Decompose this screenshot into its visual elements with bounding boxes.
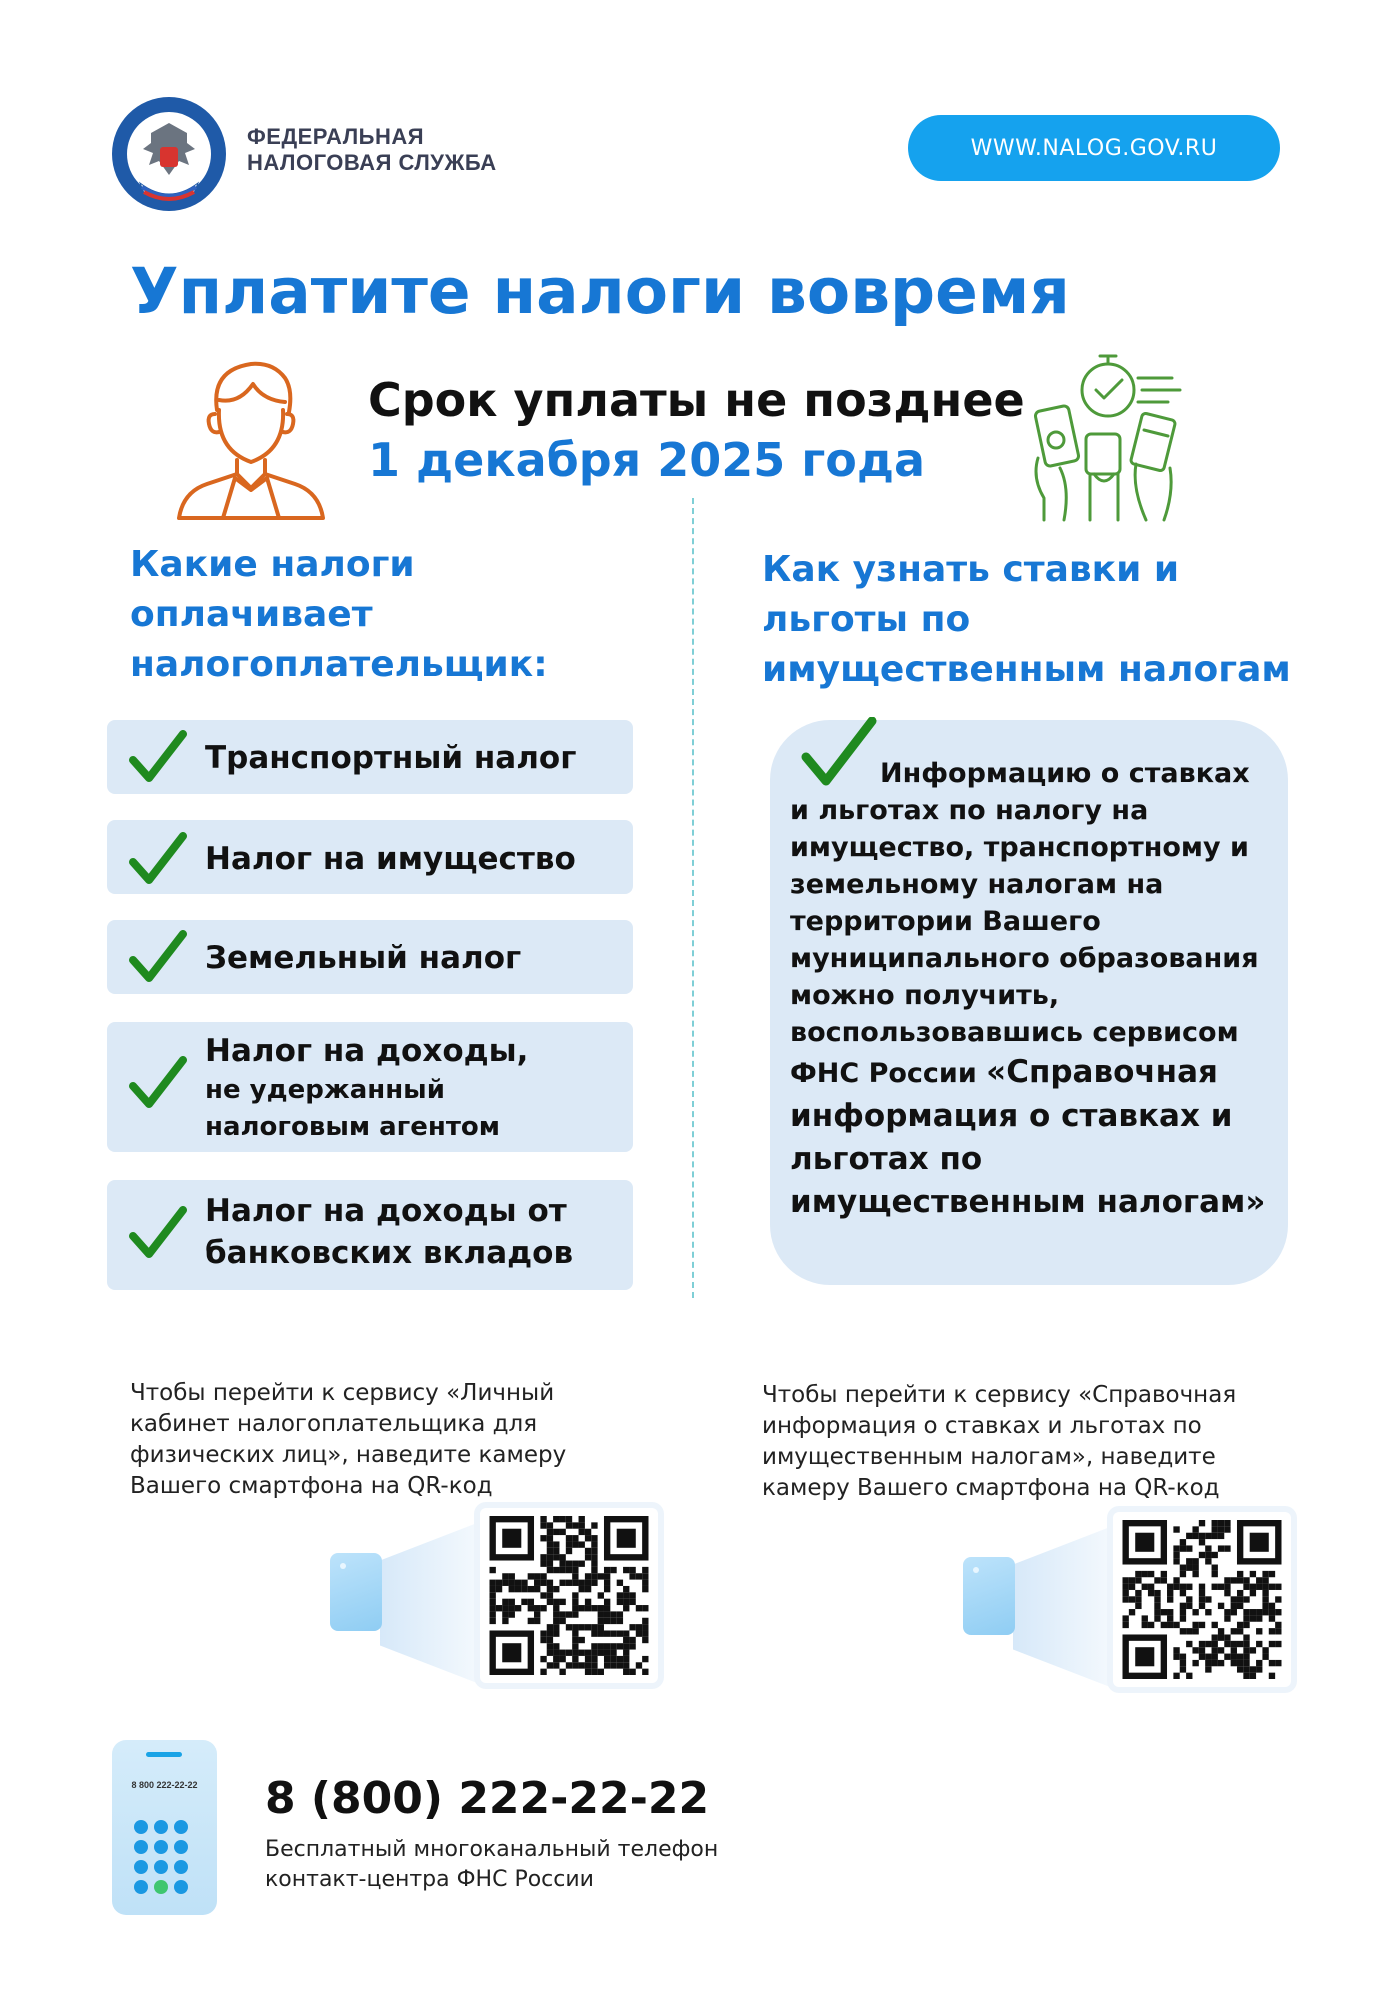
phone-speaker	[146, 1752, 182, 1757]
taxes-heading-line: Какие налоги	[130, 544, 415, 585]
qr-code-rates-service[interactable]	[1113, 1512, 1291, 1687]
column-divider	[692, 498, 694, 1298]
tax-item-label: банковских вкладов	[205, 1235, 574, 1271]
tax-item-income-not-withheld	[107, 1022, 633, 1152]
caption-line: камеру Вашего смартфона на QR-код	[762, 1475, 1220, 1501]
checkmark-icon	[129, 930, 187, 984]
tax-item-land	[107, 920, 633, 994]
rates-heading-line: льготы по	[762, 599, 971, 640]
checkmark-icon	[129, 1206, 187, 1260]
phone-keypad-icon	[112, 1740, 217, 1915]
scan-beam	[1013, 1522, 1123, 1692]
taxes-heading-line: налогоплательщик:	[130, 644, 548, 685]
tax-item-label: не удержанный	[205, 1075, 445, 1105]
caption-line: физических лиц», наведите камеру	[130, 1442, 567, 1468]
taxes-heading	[130, 540, 690, 690]
hands-payment-icon	[1020, 348, 1200, 523]
qr-block-personal-account	[325, 1508, 655, 1698]
caption-line: имущественным налогам», наведите	[762, 1444, 1216, 1470]
info-line: земельному налогам на	[790, 869, 1164, 900]
hotline-desc-line: Бесплатный многоканальный телефон	[265, 1837, 719, 1862]
info-line: воспользовавшись сервисом	[790, 1017, 1239, 1048]
tax-item-label: Налог на имущество	[205, 841, 576, 877]
keypad-dots	[134, 1820, 196, 1894]
qr-code-icon	[488, 1516, 650, 1675]
info-service-name: имущественным налогам»	[790, 1184, 1266, 1220]
hotline-description	[265, 1835, 785, 1895]
rates-heading-line: имущественным налогам	[762, 649, 1291, 690]
tax-item-label: налоговым агентом	[205, 1112, 501, 1142]
info-service-name: информация о ставках и	[790, 1098, 1233, 1134]
tax-item-label: Транспортный налог	[205, 740, 577, 776]
fns-emblem-logo	[110, 95, 228, 213]
smartphone-icon	[330, 1553, 382, 1631]
qr-code-personal-account[interactable]	[480, 1508, 658, 1683]
info-line: муниципального образования	[790, 943, 1259, 974]
person-icon	[175, 350, 327, 522]
website-link[interactable]: WWW.NALOG.GOV.RU	[908, 115, 1280, 181]
rates-heading	[762, 545, 1322, 695]
caption-line: Вашего смартфона на QR-код	[130, 1473, 493, 1499]
info-service-prefix: ФНС России	[790, 1058, 987, 1089]
rates-info-text	[790, 755, 1280, 1224]
taxes-heading-line: оплачивает	[130, 594, 373, 635]
rates-heading-line: Как узнать ставки и	[762, 549, 1180, 590]
hotline-number[interactable]: 8 (800) 222-22-22	[265, 1773, 710, 1824]
qr-code-icon	[1121, 1520, 1283, 1679]
info-line: имущество, транспортному и	[790, 832, 1249, 863]
hotline-desc-line: контакт-центра ФНС России	[265, 1867, 594, 1892]
caption-line: Чтобы перейти к сервису «Справочная	[762, 1382, 1237, 1408]
phone-screen-number: 8 800 222-22-22	[131, 1780, 198, 1790]
info-service-name: «Справочная	[986, 1054, 1218, 1090]
info-service-name: льготах по	[790, 1141, 983, 1177]
qr-caption-rates-service	[762, 1380, 1242, 1504]
caption-line: информация о ставках и льготах по	[762, 1413, 1202, 1439]
deadline-date: 1 декабря 2025 года	[368, 433, 926, 487]
deadline-text: Срок уплаты не позднее	[368, 373, 1025, 427]
info-line: можно получить,	[790, 980, 1060, 1011]
tax-item-label: Налог на доходы,	[205, 1033, 529, 1069]
info-line: Информацию о ставках	[880, 758, 1250, 789]
page-title: Уплатите налоги вовремя	[130, 255, 1070, 328]
info-line: территории Вашего	[790, 906, 1101, 937]
caption-line: Чтобы перейти к сервису «Личный	[130, 1380, 555, 1406]
tax-item-label: Земельный налог	[205, 940, 522, 976]
tax-item-income-bank-deposits	[107, 1180, 633, 1290]
org-name-line2: НАЛОГОВАЯ СЛУЖБА	[247, 150, 497, 175]
checkmark-icon	[129, 1056, 187, 1110]
checkmark-icon	[129, 832, 187, 886]
qr-block-rates-service	[958, 1512, 1288, 1702]
tax-item-transport	[107, 720, 633, 794]
qr-caption-personal-account	[130, 1378, 610, 1502]
tax-item-property	[107, 820, 633, 894]
caption-line: кабинет налогоплательщика для	[130, 1411, 538, 1437]
tax-item-label: Налог на доходы от	[205, 1193, 567, 1229]
org-name-line1: ФЕДЕРАЛЬНАЯ	[247, 124, 425, 149]
smartphone-icon	[963, 1557, 1015, 1635]
info-line: и льготах по налогу на	[790, 795, 1149, 826]
checkmark-icon	[129, 730, 187, 784]
scan-beam	[380, 1518, 490, 1688]
org-name	[247, 124, 497, 176]
